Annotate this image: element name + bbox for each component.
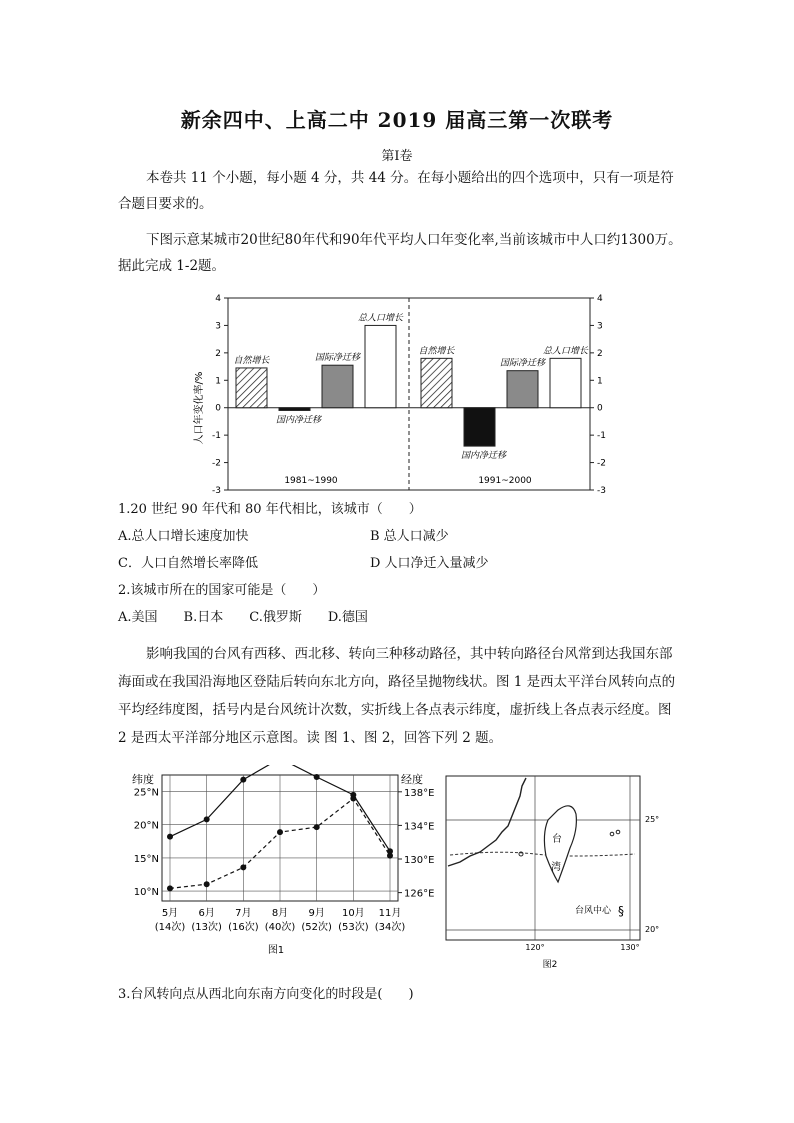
bar-label-p2-1: 自然增长 (418, 346, 455, 357)
latitude-point (240, 777, 246, 783)
right-axis-title: 经度 (401, 773, 423, 786)
bar-label-p2-4: 总人口增长 (542, 346, 589, 357)
y-tick-label: 0 (215, 403, 221, 414)
q1-option-b: B 总人口减少 (370, 529, 449, 544)
y-tick-label: 1 (215, 376, 221, 387)
count-label: (16次) (228, 922, 259, 933)
lat-25-label: 25° (645, 815, 660, 824)
lon-tick-label: 126°E (404, 888, 435, 900)
month-label: 7月 (235, 908, 252, 919)
y-tick-label: 4 (215, 294, 221, 304)
count-label: (40次) (264, 922, 296, 933)
q2-stem: 2.该城市所在的国家可能是（ ） (118, 583, 326, 598)
bar-p1-2 (279, 408, 310, 411)
y-tick-label: 3 (215, 321, 221, 332)
month-label: 5月 (161, 908, 179, 919)
lat-tick-label: 10°N (133, 887, 159, 899)
y-tick-label: -2 (212, 458, 221, 469)
section-title: 第Ⅰ卷 (381, 149, 413, 164)
passage-2: 影响我国的台风有西移、西北移、转向三种移动路径，其中转向路径台风常到达我国东部海面或在我国沿海地区登陆后转向东北方向，路径呈抛物线状。图 1 是西太平洋台风转向点的平均经纬度图，括号内是台风统计次数，实折线上各点表示纬度，虚折线上各点表示经度。图 2 是西太平洋部分地区示意图。读 图 1、图 2，回答下列 2 题。 (118, 646, 676, 746)
y-axis-label: 人口年变化率/% (194, 371, 205, 445)
month-label: 6月 (198, 908, 215, 919)
y-tick-label-right: 3 (597, 321, 603, 332)
figure-1-caption: 图1 (267, 945, 285, 956)
lon-130-label: 130° (620, 943, 640, 952)
population-change-chart (190, 290, 620, 495)
bar-p2-4 (550, 358, 581, 407)
lon-tick-label: 130°E (404, 855, 435, 866)
lon-120-label: 120° (525, 943, 545, 952)
figure-2-map (440, 770, 665, 980)
longitude-point (387, 853, 393, 859)
instructions: 本卷共 11 个小题，每小题 4 分，共 44 分。在每小题给出的四个选项中，只有一项是符合题目要求的。 (118, 170, 674, 212)
count-label: (52次) (301, 922, 332, 933)
longitude-point (240, 864, 246, 870)
q1-option-d: D 人口净迁入量减少 (370, 556, 489, 571)
passage-1: 下图示意某城市20世纪80年代和90年代平均人口年变化率,当前该城市中人口约1300万。据此完成 1-2题。 (118, 232, 682, 274)
count-label: (14次) (154, 922, 186, 933)
island-char-2: 湾 (551, 862, 561, 873)
latitude-point (314, 774, 320, 780)
y-tick-label-right: -1 (597, 431, 606, 442)
y-tick-label: -3 (212, 486, 221, 495)
count-label: (13次) (191, 922, 222, 933)
month-label: 10月 (341, 908, 365, 919)
q1-option-c: C．人口自然增长率降低 (118, 556, 258, 571)
month-label: 11月 (378, 908, 402, 919)
lat-tick-label: 25°N (133, 787, 159, 799)
q1-stem: 1.20 世纪 90 年代和 80 年代相比，该城市（ ） (118, 502, 422, 517)
bar-p2-2 (464, 408, 495, 446)
exam-title: 新余四中、上高二中 2019 届高三第一次联考 (180, 108, 614, 132)
count-label: (53次) (338, 922, 369, 933)
lon-tick-label: 138°E (404, 787, 435, 799)
bar-label-p2-2: 国内净迁移 (460, 451, 507, 462)
y-tick-label-right: -2 (597, 458, 606, 469)
longitude-point (167, 885, 173, 891)
bar-p2-1 (421, 358, 452, 407)
island-char-1: 台 (552, 834, 562, 845)
y-tick-label: 2 (215, 348, 221, 359)
longitude-point (314, 824, 320, 830)
lat-tick-label: 15°N (133, 853, 159, 865)
bar-p1-1 (236, 368, 267, 408)
bar-label-p1-1: 自然增长 (233, 355, 270, 366)
y-tick-label-right: 0 (597, 403, 603, 414)
bar-label-p2-3: 国际净迁移 (499, 358, 546, 369)
figure-1-typhoon-chart (118, 765, 438, 960)
q3-stem: 3.台风转向点从西北向东南方向变化的时段是( ) (118, 987, 414, 1002)
y-tick-label-right: 4 (597, 294, 603, 304)
lat-tick-label: 20°N (133, 820, 159, 832)
bar-p1-3 (322, 365, 353, 408)
count-label: (34次) (374, 922, 406, 933)
typhoon-symbol-icon: § (618, 904, 624, 918)
bar-label-p1-3: 国际净迁移 (314, 353, 361, 364)
longitude-point (204, 881, 210, 887)
q2-options: A.美国 B.日本 C.俄罗斯 D.德国 (118, 610, 368, 625)
month-label: 9月 (308, 908, 325, 919)
y-tick-label-right: 2 (597, 348, 603, 359)
y-tick-label: -1 (212, 431, 221, 442)
y-tick-label-right: -3 (597, 486, 606, 495)
longitude-point (277, 829, 283, 835)
month-label: 8月 (271, 908, 289, 919)
lat-20-label: 20° (645, 925, 660, 934)
bar-p2-3 (507, 371, 538, 408)
y-tick-label-right: 1 (597, 376, 603, 387)
lon-tick-label: 134°E (404, 821, 435, 833)
bar-p1-4 (365, 325, 396, 407)
left-axis-title: 纬度 (132, 773, 154, 786)
map-legend-label: 台风中心 (575, 906, 612, 916)
latitude-point (167, 834, 173, 840)
period-label-1: 1981~1990 (284, 476, 338, 486)
bar-label-p1-4: 总人口增长 (357, 313, 404, 324)
latitude-point (204, 816, 210, 822)
longitude-point (350, 796, 356, 802)
period-label-2: 1991~2000 (478, 476, 532, 486)
bar-label-p1-2: 国内净迁移 (275, 415, 322, 426)
figure-2-caption: 图2 (542, 960, 558, 970)
q1-option-a: A.总人口增长速度加快 (118, 529, 249, 544)
